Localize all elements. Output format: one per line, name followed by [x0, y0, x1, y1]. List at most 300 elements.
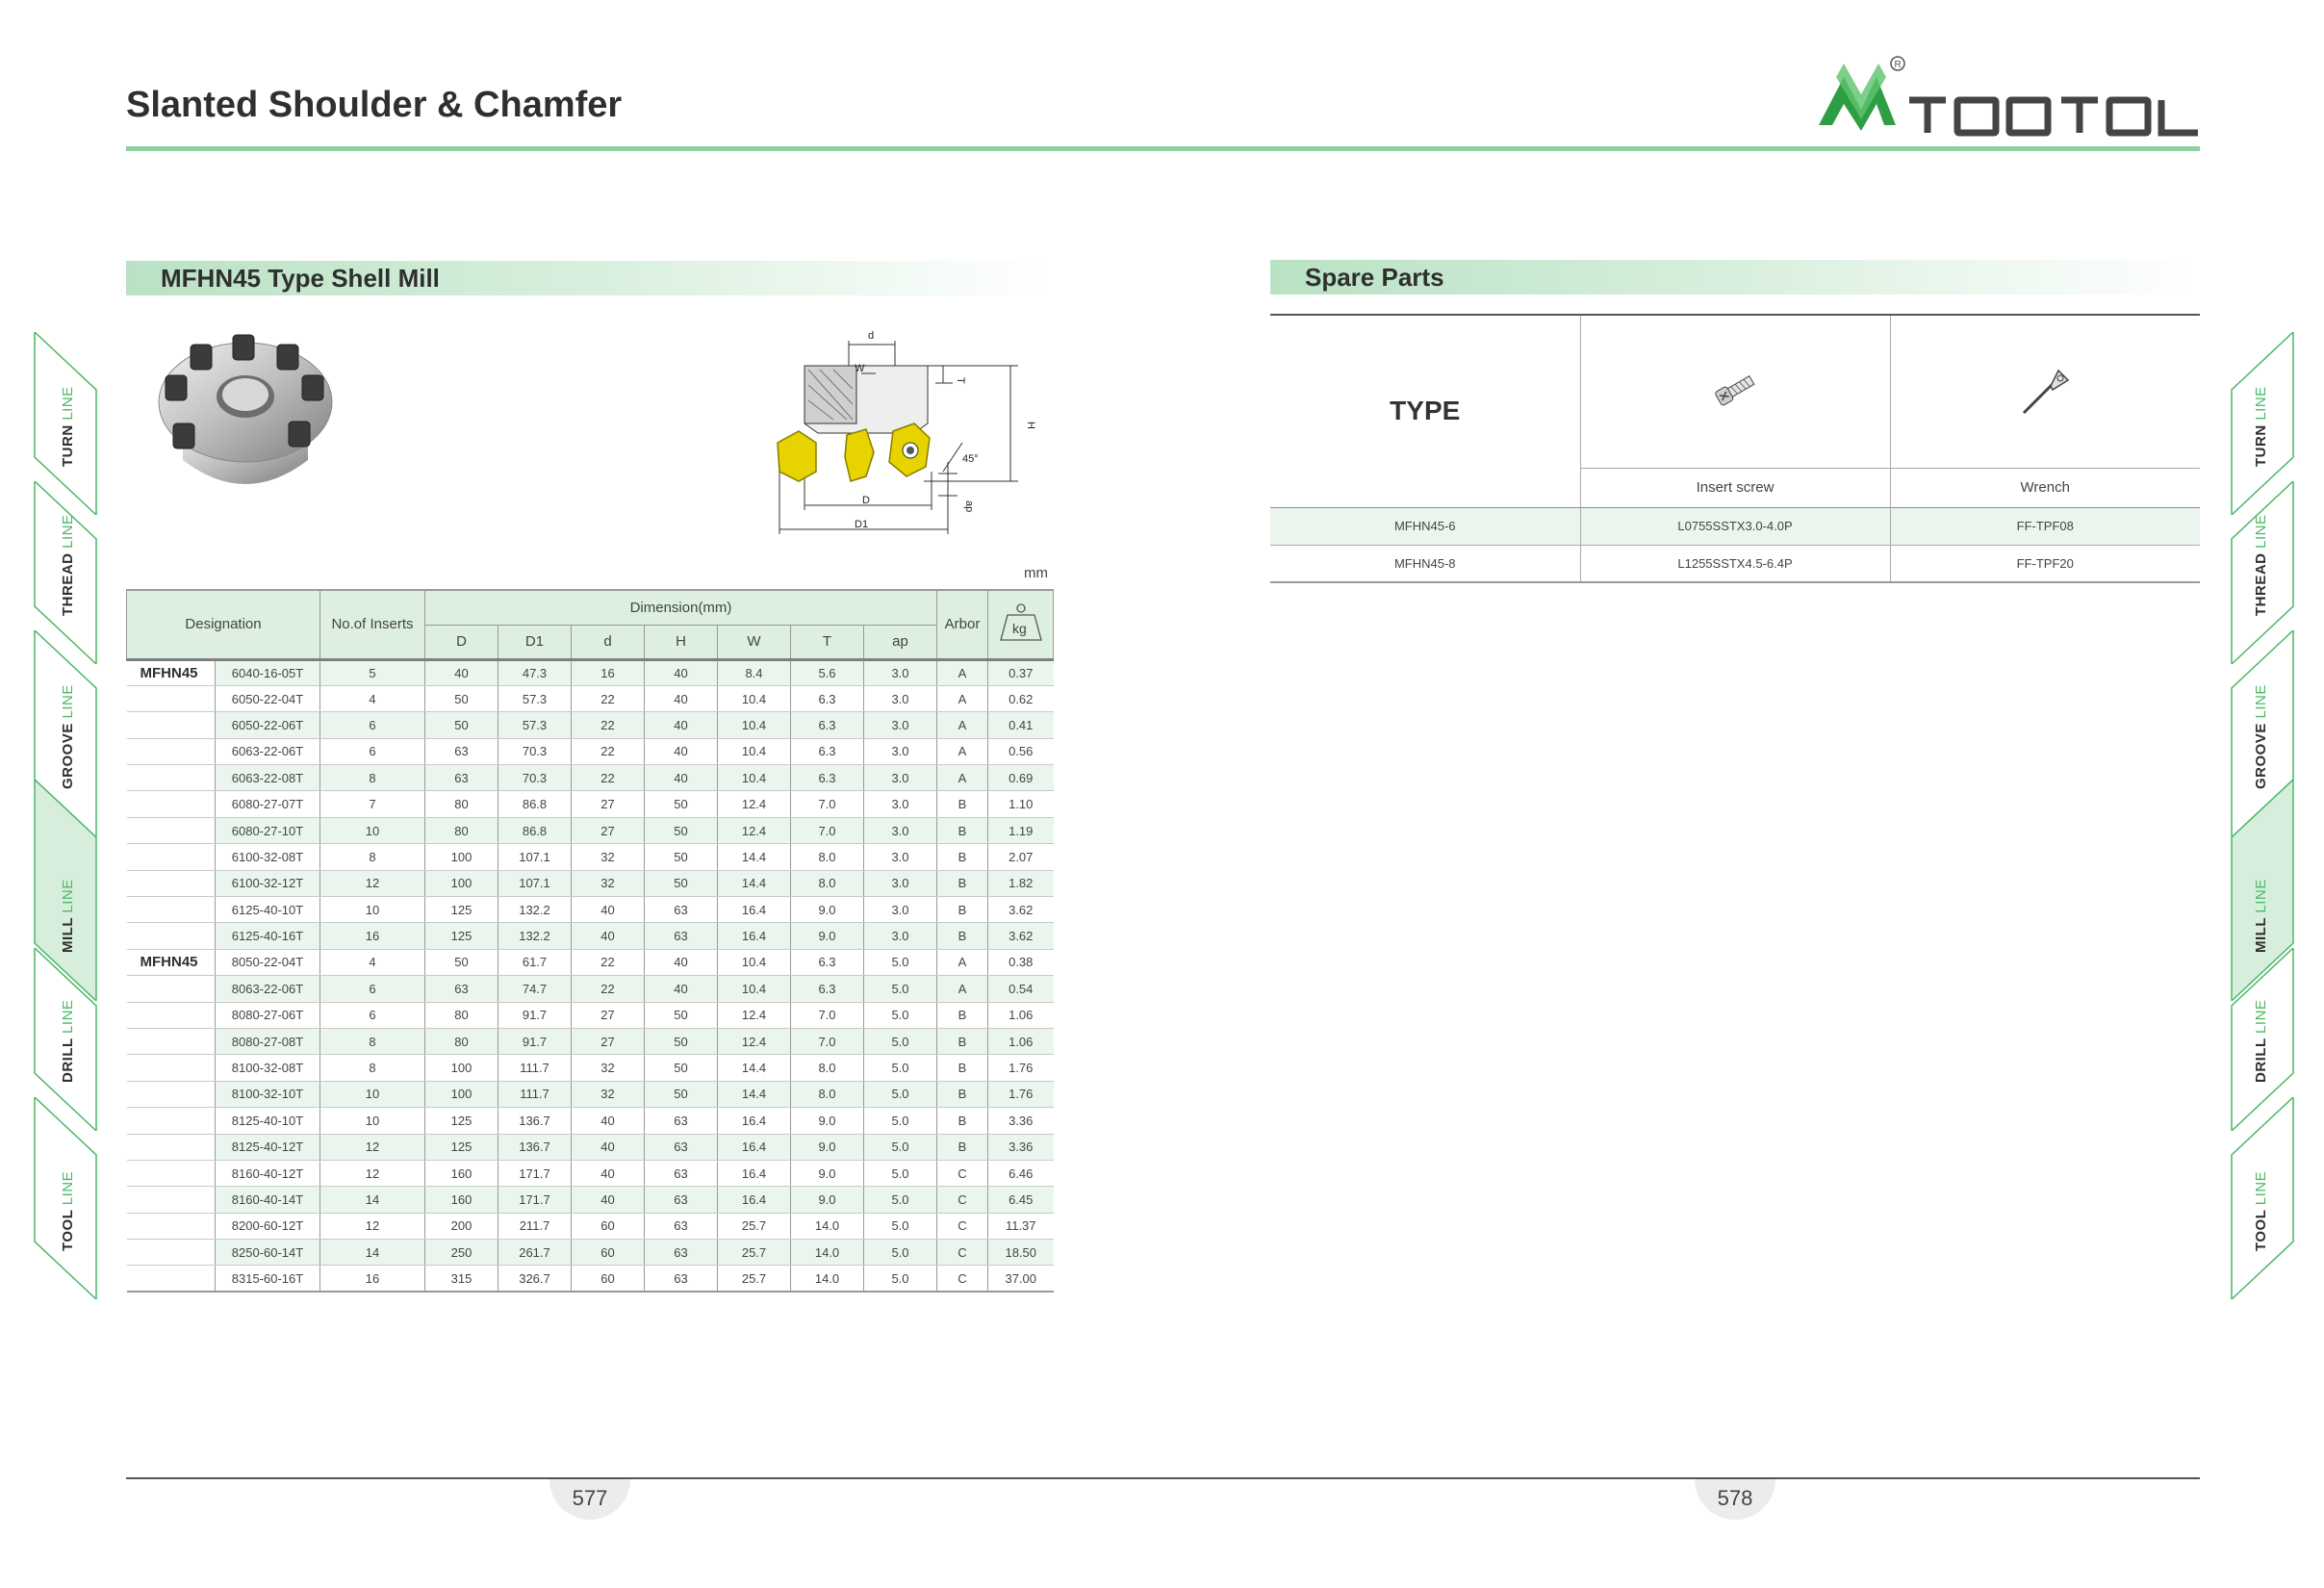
cell-d: 125 [425, 923, 498, 949]
cell-z: 6 [320, 976, 425, 1002]
cell-code: 6080-27-07T [216, 791, 320, 817]
cell-w: 16.4 [718, 1187, 791, 1213]
cell-d: 40 [572, 1108, 645, 1134]
cell-code: 8160-40-14T [216, 1187, 320, 1213]
side-tab-label [2253, 386, 2269, 467]
wrench-image [1890, 315, 2200, 468]
spare-wrench: FF-TPF08 [1890, 507, 2200, 545]
cell-h: 63 [645, 1266, 718, 1292]
cell-t: 7.0 [791, 1002, 864, 1028]
insert-screw-image [1580, 315, 1890, 468]
cell-d1: 86.8 [498, 817, 572, 843]
cell-z: 5 [320, 659, 425, 685]
cell-d1: 132.2 [498, 897, 572, 923]
tab-name: TURN [60, 424, 76, 467]
cell-kg: 3.62 [988, 897, 1054, 923]
cell-t: 9.0 [791, 1108, 864, 1134]
drawing-label-w: W [855, 363, 865, 374]
cell-code: 6125-40-10T [216, 897, 320, 923]
cell-kg: 3.62 [988, 923, 1054, 949]
cell-d1: 132.2 [498, 923, 572, 949]
cell-d1: 107.1 [498, 844, 572, 870]
side-tab-tool[interactable] [33, 1097, 102, 1261]
cell-code: 6050-22-04T [216, 685, 320, 711]
cell-code: 8315-60-16T [216, 1266, 320, 1292]
tab-name: TOOL [60, 1209, 76, 1251]
table-row [127, 1134, 1054, 1160]
header-d1: D1 [498, 625, 572, 659]
cell-h: 50 [645, 1081, 718, 1107]
cell-z: 8 [320, 765, 425, 791]
cell-code: 8063-22-06T [216, 976, 320, 1002]
cell-ap: 5.0 [864, 1002, 937, 1028]
cell-series [127, 1134, 216, 1160]
cell-kg: 0.69 [988, 765, 1054, 791]
cell-kg: 1.06 [988, 1002, 1054, 1028]
cell-w: 25.7 [718, 1266, 791, 1292]
spare-row [1270, 507, 2200, 545]
cell-code: 6100-32-08T [216, 844, 320, 870]
cell-ap: 3.0 [864, 817, 937, 843]
cell-z: 12 [320, 1134, 425, 1160]
cell-d: 80 [425, 1028, 498, 1054]
cell-series [127, 1266, 216, 1292]
header-w: W [718, 625, 791, 659]
cell-h: 40 [645, 976, 718, 1002]
cell-kg: 6.45 [988, 1187, 1054, 1213]
cell-series [127, 712, 216, 738]
cell-ap: 3.0 [864, 685, 937, 711]
cell-series [127, 791, 216, 817]
cell-z: 10 [320, 897, 425, 923]
cell-kg: 37.00 [988, 1266, 1054, 1292]
side-tab-label [60, 1171, 76, 1251]
header-dimension: Dimension(mm) [425, 590, 937, 625]
cell-t: 6.3 [791, 976, 864, 1002]
tab-name: MILL [60, 917, 76, 953]
cell-w: 16.4 [718, 1160, 791, 1186]
cell-z: 8 [320, 1055, 425, 1081]
cell-d: 22 [572, 685, 645, 711]
cell-series [127, 1055, 216, 1081]
cell-code: 6063-22-08T [216, 765, 320, 791]
spare-type: MFHN45-8 [1270, 545, 1580, 582]
cell-t: 7.0 [791, 791, 864, 817]
spare-parts-table [1270, 314, 2200, 583]
cell-h: 63 [645, 1108, 718, 1134]
cell-ap: 3.0 [864, 791, 937, 817]
cell-series: MFHN45 [127, 949, 216, 975]
cell-d1: 261.7 [498, 1240, 572, 1266]
cell-h: 50 [645, 1002, 718, 1028]
cell-h: 40 [645, 765, 718, 791]
section-title-spare-parts: Spare Parts [1270, 260, 2200, 295]
cell-d: 40 [572, 1134, 645, 1160]
cell-series [127, 1240, 216, 1266]
cell-arbor: A [937, 712, 988, 738]
cell-kg: 0.38 [988, 949, 1054, 975]
cell-d: 60 [572, 1213, 645, 1239]
cell-code: 6125-40-16T [216, 923, 320, 949]
dimension-drawing [770, 327, 1059, 544]
cell-d: 40 [425, 659, 498, 685]
cell-d: 40 [572, 1187, 645, 1213]
header-t: T [791, 625, 864, 659]
side-tab-mill[interactable] [2226, 780, 2295, 962]
cell-series: MFHN45 [127, 659, 216, 685]
spare-screw: L0755SSTX3.0-4.0P [1580, 507, 1890, 545]
cell-d: 22 [572, 949, 645, 975]
cell-h: 63 [645, 1187, 718, 1213]
cell-kg: 0.62 [988, 685, 1054, 711]
cell-arbor: B [937, 844, 988, 870]
weight-icon [998, 602, 1044, 644]
cell-d1: 136.7 [498, 1134, 572, 1160]
table-row [127, 1028, 1054, 1054]
drawing-label-t: T [955, 377, 966, 384]
tootool-logo [1809, 56, 2200, 142]
cell-d: 63 [425, 976, 498, 1002]
cell-z: 14 [320, 1240, 425, 1266]
page-title: Slanted Shoulder & Chamfer [126, 85, 623, 125]
cell-ap: 3.0 [864, 870, 937, 896]
cell-z: 4 [320, 949, 425, 975]
cell-w: 14.4 [718, 1055, 791, 1081]
tab-line-suffix: LINE [60, 514, 76, 549]
cell-h: 50 [645, 844, 718, 870]
side-tab-drill[interactable] [33, 948, 102, 1092]
side-tab-label [2253, 1171, 2269, 1251]
cell-z: 8 [320, 1028, 425, 1054]
cell-d: 22 [572, 738, 645, 764]
cell-d1: 211.7 [498, 1213, 572, 1239]
cell-ap: 5.0 [864, 1213, 937, 1239]
cell-kg: 0.41 [988, 712, 1054, 738]
cell-code: 8200-60-12T [216, 1213, 320, 1239]
cell-z: 6 [320, 712, 425, 738]
cell-d1: 57.3 [498, 685, 572, 711]
cell-ap: 3.0 [864, 738, 937, 764]
cell-arbor: C [937, 1266, 988, 1292]
footer-divider [126, 1477, 2200, 1479]
cell-d: 100 [425, 870, 498, 896]
cell-w: 16.4 [718, 1108, 791, 1134]
cell-d1: 70.3 [498, 765, 572, 791]
cell-arbor: B [937, 1134, 988, 1160]
cell-w: 16.4 [718, 1134, 791, 1160]
cell-t: 9.0 [791, 1187, 864, 1213]
cell-h: 40 [645, 712, 718, 738]
cell-series [127, 685, 216, 711]
cell-kg: 3.36 [988, 1108, 1054, 1134]
cell-h: 50 [645, 817, 718, 843]
cell-arbor: B [937, 817, 988, 843]
cell-code: 8080-27-06T [216, 1002, 320, 1028]
tab-line-suffix: LINE [2253, 879, 2269, 913]
cell-series [127, 738, 216, 764]
cell-d: 125 [425, 897, 498, 923]
cell-d: 22 [572, 976, 645, 1002]
cell-kg: 3.36 [988, 1134, 1054, 1160]
cell-d: 60 [572, 1266, 645, 1292]
table-row [127, 870, 1054, 896]
table-row [127, 1002, 1054, 1028]
cell-h: 63 [645, 897, 718, 923]
cell-code: 8100-32-10T [216, 1081, 320, 1107]
cell-ap: 3.0 [864, 712, 937, 738]
cell-series [127, 844, 216, 870]
cell-d1: 107.1 [498, 870, 572, 896]
side-tab-groove[interactable] [2226, 630, 2295, 799]
cell-code: 8050-22-04T [216, 949, 320, 975]
cell-code: 8100-32-08T [216, 1055, 320, 1081]
cell-kg: 1.82 [988, 870, 1054, 896]
cell-ap: 5.0 [864, 949, 937, 975]
cell-d1: 171.7 [498, 1187, 572, 1213]
cell-arbor: B [937, 1108, 988, 1134]
title-divider [126, 146, 2200, 151]
cell-kg: 0.56 [988, 738, 1054, 764]
cell-d: 16 [572, 659, 645, 685]
cell-z: 4 [320, 685, 425, 711]
cell-z: 14 [320, 1187, 425, 1213]
drawing-label-h: H [1025, 422, 1036, 429]
weight-unit: kg [1011, 620, 1027, 636]
cell-w: 8.4 [718, 659, 791, 685]
cell-d1: 61.7 [498, 949, 572, 975]
cell-d: 27 [572, 817, 645, 843]
cell-t: 7.0 [791, 817, 864, 843]
cell-arbor: A [937, 949, 988, 975]
cell-d: 32 [572, 1081, 645, 1107]
side-tab-mill[interactable] [33, 780, 102, 962]
cell-d: 200 [425, 1213, 498, 1239]
cell-code: 8160-40-12T [216, 1160, 320, 1186]
cell-z: 16 [320, 923, 425, 949]
unit-label: mm [1024, 565, 1048, 581]
table-row [127, 738, 1054, 764]
cell-w: 16.4 [718, 897, 791, 923]
cell-t: 9.0 [791, 897, 864, 923]
cell-d1: 57.3 [498, 712, 572, 738]
cell-d: 27 [572, 1002, 645, 1028]
cell-w: 12.4 [718, 1002, 791, 1028]
cell-h: 40 [645, 685, 718, 711]
side-tab-turn[interactable] [2226, 332, 2295, 476]
cell-t: 6.3 [791, 949, 864, 975]
side-tab-label [2253, 514, 2269, 616]
cell-code: 6100-32-12T [216, 870, 320, 896]
cell-arbor: B [937, 1081, 988, 1107]
cell-h: 63 [645, 923, 718, 949]
cell-t: 9.0 [791, 1134, 864, 1160]
cell-t: 5.6 [791, 659, 864, 685]
cell-w: 14.4 [718, 844, 791, 870]
tab-name: GROOVE [2253, 723, 2269, 789]
cell-d1: 47.3 [498, 659, 572, 685]
table-row [127, 1240, 1054, 1266]
cell-arbor: A [937, 659, 988, 685]
side-tab-label [2253, 879, 2269, 953]
tab-name: TOOL [2253, 1209, 2269, 1251]
cell-w: 10.4 [718, 738, 791, 764]
cell-t: 8.0 [791, 870, 864, 896]
tab-line-suffix: LINE [2253, 684, 2269, 719]
cell-d: 50 [425, 712, 498, 738]
side-tab-label [2253, 684, 2269, 789]
table-row [127, 712, 1054, 738]
cell-t: 14.0 [791, 1266, 864, 1292]
cell-code: 8125-40-10T [216, 1108, 320, 1134]
table-row [127, 1266, 1054, 1292]
cell-d: 32 [572, 870, 645, 896]
cell-d: 22 [572, 765, 645, 791]
cell-z: 16 [320, 1266, 425, 1292]
screw-icon [1706, 361, 1764, 419]
side-tab-drill[interactable] [2226, 948, 2295, 1092]
tab-line-suffix: LINE [60, 879, 76, 913]
cell-z: 8 [320, 844, 425, 870]
tab-line-suffix: LINE [2253, 386, 2269, 421]
table-row [127, 685, 1054, 711]
page-number-right: 578 [1695, 1479, 1775, 1520]
cell-kg: 1.10 [988, 791, 1054, 817]
cell-arbor: A [937, 738, 988, 764]
wrench-header: Wrench [1890, 468, 2200, 507]
cell-ap: 5.0 [864, 1266, 937, 1292]
cell-series [127, 976, 216, 1002]
side-tab-label [60, 386, 76, 467]
cell-series [127, 765, 216, 791]
table-row [127, 897, 1054, 923]
cell-d: 27 [572, 791, 645, 817]
cell-w: 10.4 [718, 685, 791, 711]
side-tab-thread[interactable] [33, 481, 102, 626]
cell-arbor: B [937, 791, 988, 817]
table-row [127, 817, 1054, 843]
cell-d: 100 [425, 844, 498, 870]
cell-d: 32 [572, 844, 645, 870]
cell-arbor: B [937, 1002, 988, 1028]
cell-d: 100 [425, 1055, 498, 1081]
header-d-outer: D [425, 625, 498, 659]
cell-series [127, 1108, 216, 1134]
cell-d: 125 [425, 1108, 498, 1134]
header-arbor: Arbor [937, 590, 988, 659]
cell-kg: 6.46 [988, 1160, 1054, 1186]
cell-z: 12 [320, 1160, 425, 1186]
cell-d1: 171.7 [498, 1160, 572, 1186]
cell-t: 6.3 [791, 685, 864, 711]
insert-screw-header: Insert screw [1580, 468, 1890, 507]
cell-t: 8.0 [791, 1081, 864, 1107]
cell-t: 9.0 [791, 1160, 864, 1186]
cell-w: 25.7 [718, 1213, 791, 1239]
cell-d: 63 [425, 765, 498, 791]
cell-kg: 18.50 [988, 1240, 1054, 1266]
cell-code: 8080-27-08T [216, 1028, 320, 1054]
cell-ap: 5.0 [864, 1187, 937, 1213]
tab-name: GROOVE [60, 723, 76, 789]
page-number-left: 577 [549, 1479, 630, 1520]
cell-d1: 111.7 [498, 1081, 572, 1107]
cell-ap: 3.0 [864, 765, 937, 791]
cell-d: 80 [425, 791, 498, 817]
cell-arbor: C [937, 1187, 988, 1213]
cell-d: 40 [572, 897, 645, 923]
cell-arbor: C [937, 1213, 988, 1239]
cell-kg: 0.37 [988, 659, 1054, 685]
tab-name: DRILL [60, 1037, 76, 1083]
cell-series [127, 817, 216, 843]
cell-d: 50 [425, 685, 498, 711]
cell-w: 25.7 [718, 1240, 791, 1266]
cell-d: 125 [425, 1134, 498, 1160]
cell-code: 8125-40-12T [216, 1134, 320, 1160]
cell-arbor: A [937, 976, 988, 1002]
cell-z: 10 [320, 817, 425, 843]
cell-code: 8250-60-14T [216, 1240, 320, 1266]
svg-text:R: R [1894, 60, 1902, 70]
cell-ap: 3.0 [864, 923, 937, 949]
cell-d: 60 [572, 1240, 645, 1266]
cell-t: 6.3 [791, 712, 864, 738]
cell-kg: 11.37 [988, 1213, 1054, 1239]
cell-h: 40 [645, 738, 718, 764]
cell-d: 32 [572, 1055, 645, 1081]
cell-z: 7 [320, 791, 425, 817]
header-h: H [645, 625, 718, 659]
side-tab-label [60, 879, 76, 953]
cell-ap: 5.0 [864, 976, 937, 1002]
side-tab-groove[interactable] [33, 630, 102, 799]
cell-ap: 5.0 [864, 1134, 937, 1160]
cell-w: 14.4 [718, 870, 791, 896]
side-tab-tool[interactable] [2226, 1097, 2295, 1261]
cell-w: 12.4 [718, 817, 791, 843]
cell-d: 63 [425, 738, 498, 764]
cell-z: 10 [320, 1108, 425, 1134]
table-row [127, 1081, 1054, 1107]
cell-t: 7.0 [791, 1028, 864, 1054]
header-designation: Designation [127, 590, 320, 659]
side-tab-turn[interactable] [33, 332, 102, 476]
table-row [127, 1108, 1054, 1134]
cell-ap: 5.0 [864, 1108, 937, 1134]
cell-series [127, 1081, 216, 1107]
side-tab-label [60, 514, 76, 616]
cell-t: 6.3 [791, 765, 864, 791]
side-tab-label [60, 684, 76, 789]
cell-arbor: C [937, 1240, 988, 1266]
cell-ap: 3.0 [864, 659, 937, 685]
cell-d1: 91.7 [498, 1002, 572, 1028]
table-row [127, 765, 1054, 791]
tab-line-suffix: LINE [60, 999, 76, 1034]
shell-mill-photo [144, 316, 346, 518]
side-tab-label [60, 1000, 76, 1083]
cell-series [127, 1002, 216, 1028]
side-tab-thread[interactable] [2226, 481, 2295, 626]
header-d-bore: d [572, 625, 645, 659]
tab-line-suffix: LINE [60, 1170, 76, 1206]
cell-arbor: B [937, 870, 988, 896]
cell-arbor: B [937, 1028, 988, 1054]
cell-code: 6040-16-05T [216, 659, 320, 685]
cell-w: 12.4 [718, 791, 791, 817]
tab-name: THREAD [2253, 552, 2269, 616]
cell-t: 8.0 [791, 1055, 864, 1081]
